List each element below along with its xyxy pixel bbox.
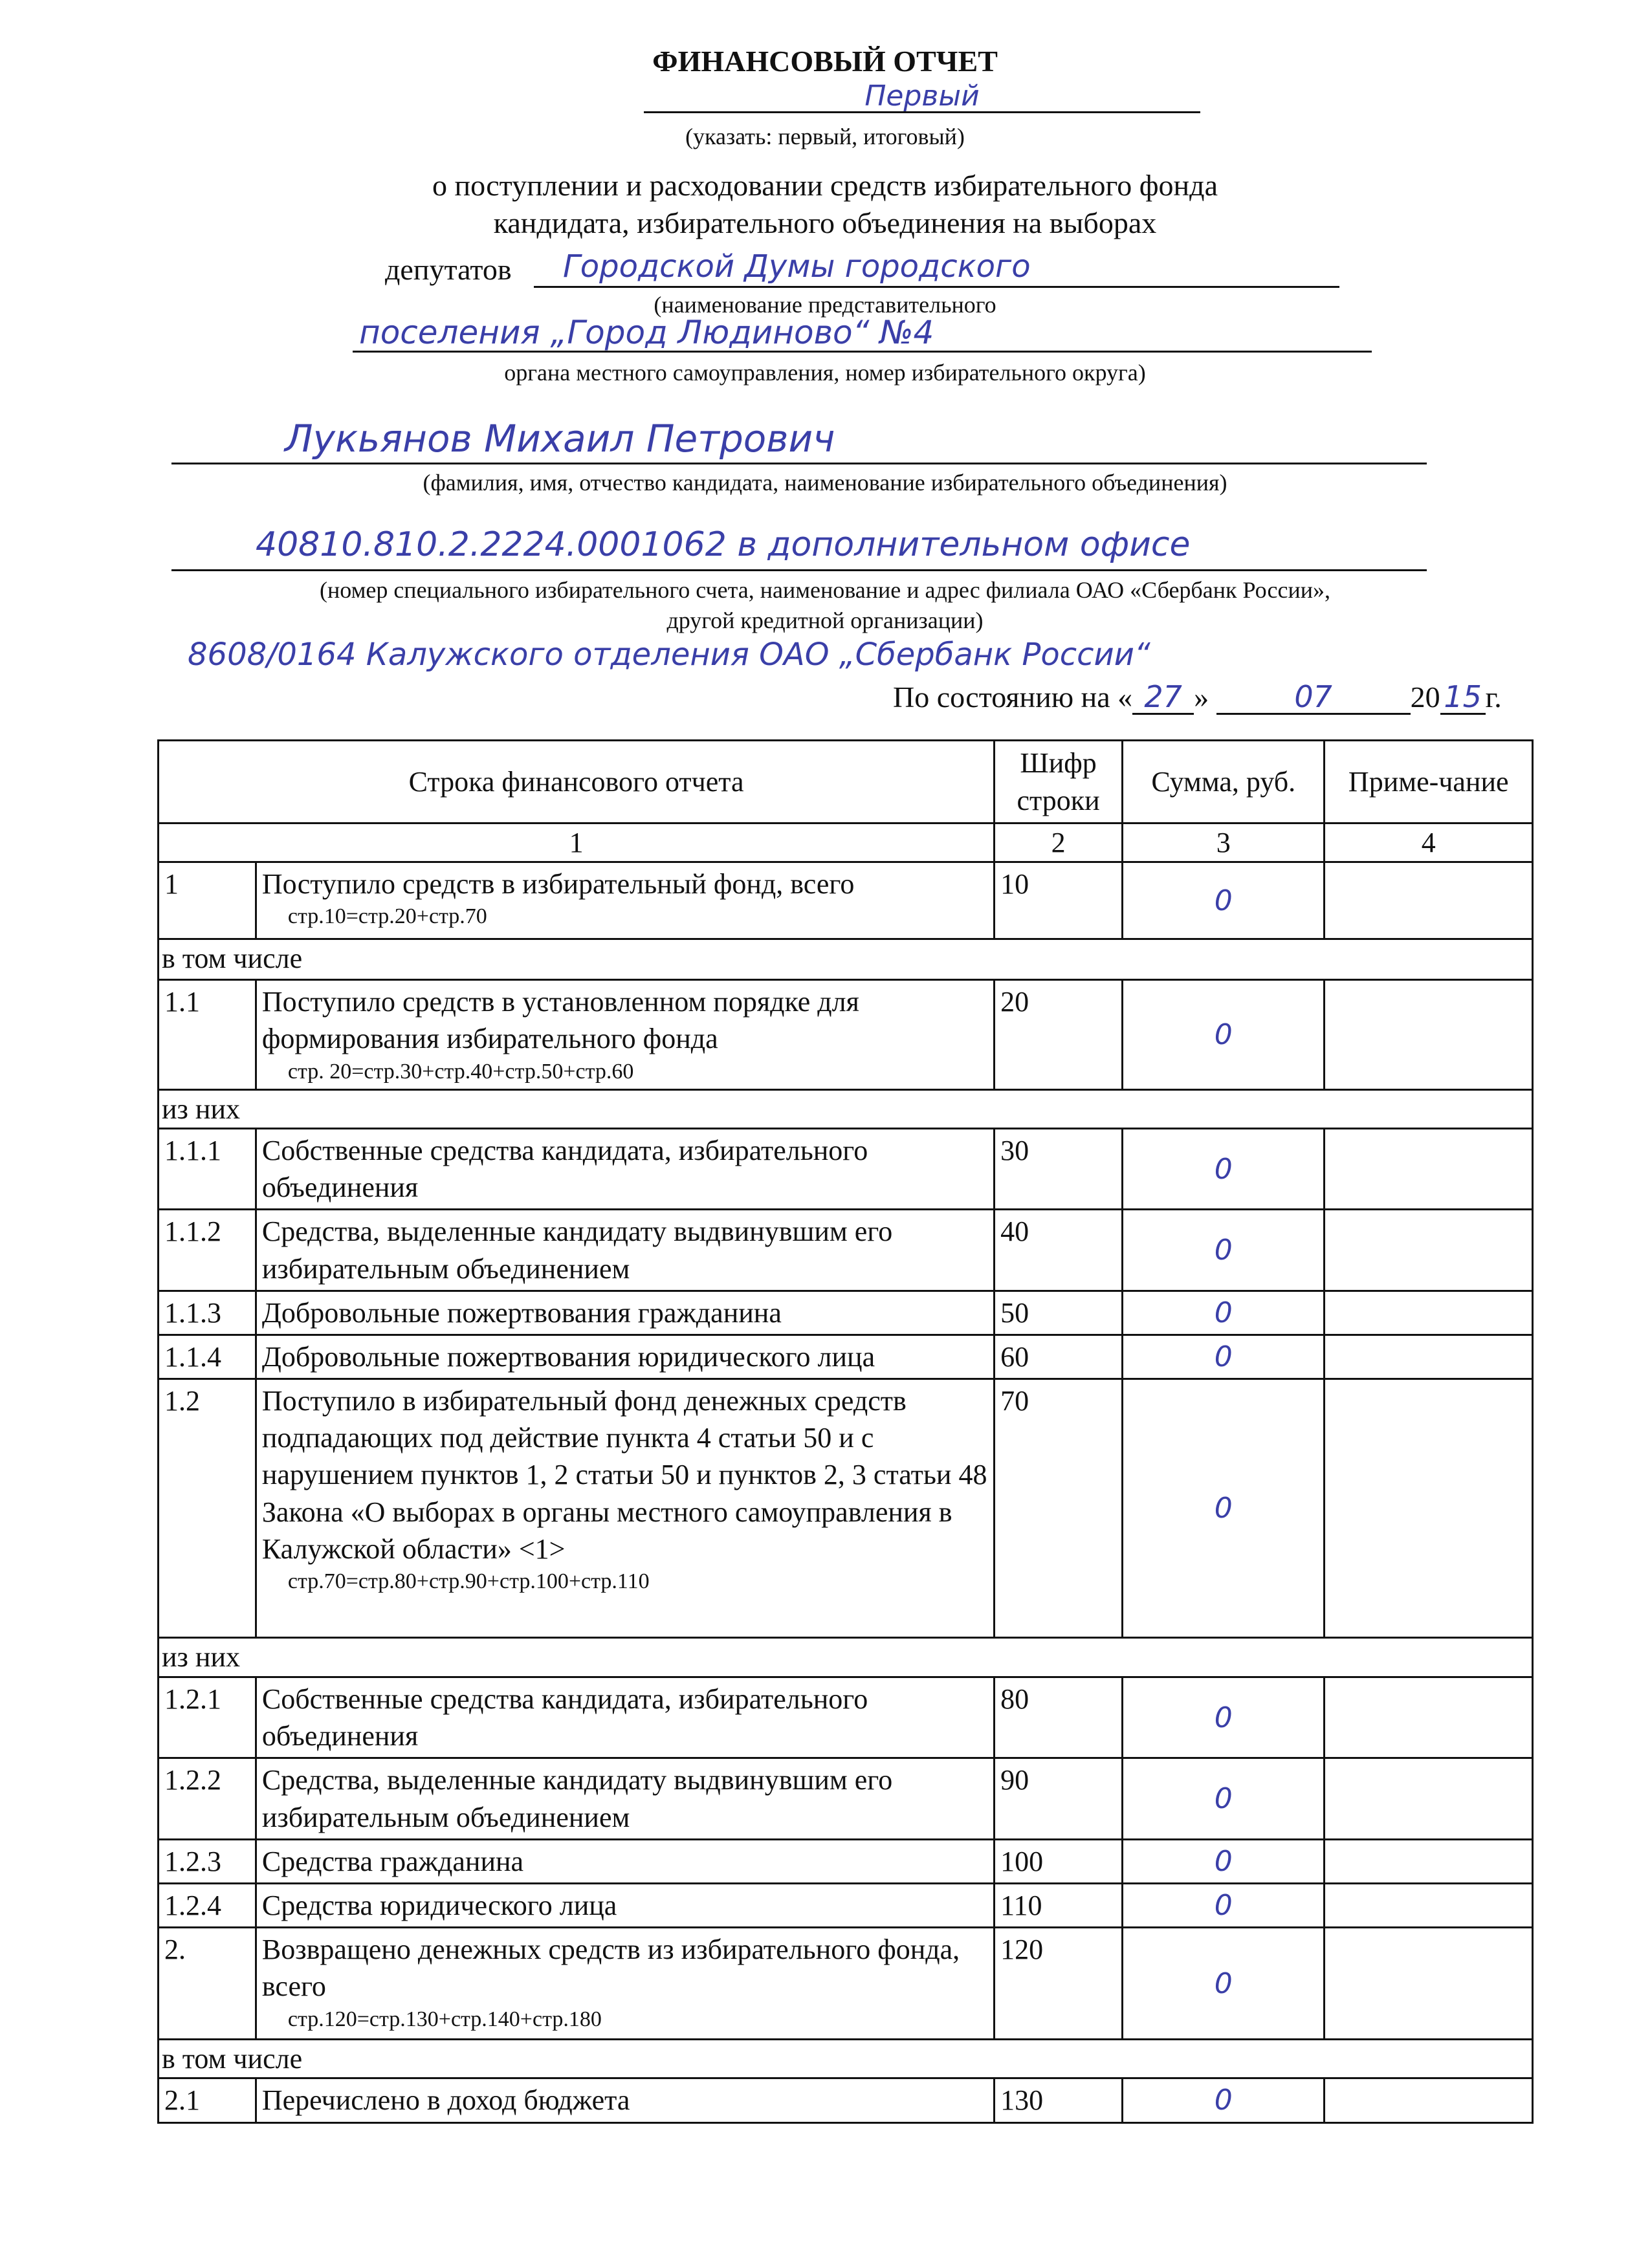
row-note[interactable] (1325, 1928, 1533, 2040)
section-label: из них (159, 1089, 1533, 1128)
body-hint-2: органа местного самоуправления, номер избирательного округа) (504, 360, 1146, 386)
row-text: Добровольные пожертвования гражданина (261, 1296, 782, 1329)
row-number: 1 (159, 862, 256, 939)
row-note[interactable] (1325, 862, 1533, 939)
row-number: 1.1.2 (159, 1210, 256, 1291)
candidate-hint: (фамилия, имя, отчество кандидата, наименование избирательного объединения) (423, 470, 1227, 496)
row-code: 40 (995, 1210, 1123, 1291)
row-text: Средства гражданина (261, 1845, 524, 1877)
table-row (159, 1379, 1533, 1638)
report-type-hint: (указать: первый, итоговый) (685, 124, 965, 149)
section-row (159, 1638, 1533, 1677)
row-note[interactable] (1325, 1291, 1533, 1335)
table-row (159, 1928, 1533, 2040)
body-hint-1: (наименование представительного (654, 292, 996, 318)
candidate-field[interactable]: Лукьянов Михаил Петрович (285, 417, 835, 461)
row-text-cell (256, 862, 994, 939)
row-note[interactable] (1325, 1335, 1533, 1379)
row-note[interactable] (1325, 1884, 1533, 1928)
row-code: 80 (995, 1677, 1123, 1758)
row-number: 1.1.3 (159, 1291, 256, 1335)
row-sum[interactable]: 0 (1123, 1335, 1325, 1379)
row-sum[interactable]: 0 (1123, 1291, 1325, 1335)
account-field-2[interactable]: 8608/0164 Калужского отделения ОАО „Сбербанк России“ (188, 637, 1150, 673)
section-label: в том числе (159, 2040, 1533, 2078)
row-code: 90 (995, 1758, 1123, 1839)
row-text-cell (256, 1210, 994, 1291)
col-number: 1 (159, 823, 995, 862)
row-text-cell (256, 1884, 994, 1928)
row-text: Собственные средства кандидата, избирательного объединения (261, 1134, 868, 1204)
table-row (159, 1335, 1533, 1379)
row-sum[interactable]: 0 (1123, 862, 1325, 939)
row-sum[interactable]: 0 (1123, 1677, 1325, 1758)
section-row (159, 2040, 1533, 2078)
row-code: 100 (995, 1839, 1123, 1883)
row-note[interactable] (1325, 1758, 1533, 1839)
row-text-cell (256, 2078, 994, 2122)
row-sum[interactable]: 0 (1123, 1379, 1325, 1638)
row-number: 1.2.1 (159, 1677, 256, 1758)
table-row (159, 1839, 1533, 1883)
row-code: 110 (995, 1884, 1123, 1928)
deputies-label: депутатов (385, 253, 512, 286)
header-row-line: Строка финансового отчета (159, 741, 995, 823)
row-text: Средства, выделенные кандидату выдвинувшим его избирательным объединением (261, 1216, 893, 1285)
year-field[interactable]: 15 (1440, 681, 1486, 715)
row-number: 2. (159, 1928, 256, 2040)
row-text-cell (256, 1677, 994, 1758)
row-number: 1.1 (159, 980, 256, 1090)
row-text-cell (256, 1335, 994, 1379)
row-code: 50 (995, 1291, 1123, 1335)
report-title: ФИНАНСОВЫЙ ОТЧЕТ (652, 45, 998, 78)
row-number: 1.2.3 (159, 1839, 256, 1883)
row-text-cell (256, 1758, 994, 1839)
row-note[interactable] (1325, 980, 1533, 1090)
row-text: Поступило средств в избирательный фонд, всего (261, 868, 855, 900)
row-text-cell (256, 1128, 994, 1209)
row-note[interactable] (1325, 1379, 1533, 1638)
header-code: Шифр строки (995, 741, 1123, 823)
financial-report-table (157, 739, 1534, 2124)
col-number: 4 (1325, 823, 1533, 862)
row-code: 20 (995, 980, 1123, 1090)
row-number: 1.2.2 (159, 1758, 256, 1839)
table-row (159, 1758, 1533, 1839)
body-name-field-2[interactable]: поселения „Город Людиново“ №4 (359, 314, 934, 351)
row-formula: стр.10=стр.20+стр.70 (287, 904, 487, 929)
section-label: из них (159, 1638, 1533, 1677)
section-label: в том числе (159, 939, 1533, 980)
table-row (159, 980, 1533, 1090)
row-sum[interactable]: 0 (1123, 980, 1325, 1090)
row-number: 1.2 (159, 1379, 256, 1638)
table-row (159, 1677, 1533, 1758)
row-code: 120 (995, 1928, 1123, 2040)
table-row (159, 1291, 1533, 1335)
account-field-1[interactable]: 40810.810.2.2224.0001062 в дополнительном офисе (256, 525, 1191, 564)
account-hint-1: (номер специального избирательного счета, наименование и адрес филиала ОАО «Сбербанк России», (320, 577, 1330, 603)
table-row (159, 1128, 1533, 1209)
row-text: Собственные средства кандидата, избирательного объединения (261, 1683, 868, 1752)
col-number: 3 (1123, 823, 1325, 862)
row-note[interactable] (1325, 2078, 1533, 2122)
section-row (159, 1089, 1533, 1128)
row-text: Поступило средств в установленном порядке для формирования избирательного фонда (261, 986, 859, 1055)
table-row (159, 1884, 1533, 1928)
table-row (159, 2078, 1533, 2122)
row-text: Добровольные пожертвования юридического лица (261, 1340, 875, 1373)
row-number: 2.1 (159, 2078, 256, 2122)
row-code: 130 (995, 2078, 1123, 2122)
header-sum: Сумма, руб. (1123, 741, 1325, 823)
row-note[interactable] (1325, 1128, 1533, 1209)
row-sum[interactable]: 0 (1123, 1128, 1325, 1209)
row-text-cell (256, 1839, 994, 1883)
report-type-field[interactable]: Первый (864, 80, 980, 113)
col-number: 2 (995, 823, 1123, 862)
row-code: 70 (995, 1379, 1123, 1638)
row-sum[interactable]: 0 (1123, 1928, 1325, 2040)
section-row (159, 939, 1533, 980)
row-sum[interactable]: 0 (1123, 1839, 1325, 1883)
row-formula: стр.70=стр.80+стр.90+стр.100+стр.110 (287, 1569, 650, 1593)
row-number: 1.2.4 (159, 1884, 256, 1928)
row-sum[interactable]: 0 (1123, 1884, 1325, 1928)
row-note[interactable] (1325, 1677, 1533, 1758)
row-note[interactable] (1325, 1839, 1533, 1883)
row-code: 60 (995, 1335, 1123, 1379)
row-text: Возвращено денежных средств из избирательного фонда, всего (261, 1934, 960, 2003)
row-sum[interactable]: 0 (1123, 1758, 1325, 1839)
row-code: 30 (995, 1128, 1123, 1209)
body-name-field-1[interactable]: Городской Думы городского (563, 248, 1031, 285)
row-text: Поступило в избирательный фонд денежных средств подпадающих под действие пункта 4 статьи 50 и с нарушением пунктов 1, 2 статьи 50 и пунктов 2, 3 статьи 48 Закона «О выборах в органы местного самоуправления в Калужской области» <1> (261, 1385, 987, 1565)
row-code: 10 (995, 862, 1123, 939)
row-text-cell (256, 1928, 994, 2040)
table-row (159, 862, 1533, 939)
row-number: 1.1.4 (159, 1335, 256, 1379)
row-text-cell (256, 1291, 994, 1335)
day-field[interactable]: 27 (1132, 681, 1194, 715)
row-text: Перечислено в доход бюджета (261, 2084, 630, 2117)
row-formula: стр.120=стр.130+стр.140+стр.180 (287, 2007, 602, 2031)
row-formula: стр. 20=стр.30+стр.40+стр.50+стр.60 (287, 1059, 634, 1084)
row-text: Средства, выделенные кандидату выдвинувшим его избирательным объединением (261, 1764, 893, 1833)
row-text-cell (256, 1379, 994, 1638)
subtitle-2: кандидата, избирательного объединения на выборах (493, 206, 1157, 239)
row-sum[interactable]: 0 (1123, 2078, 1325, 2122)
row-sum[interactable]: 0 (1123, 1210, 1325, 1291)
subtitle-1: о поступлении и расходовании средств избирательного фонда (432, 169, 1218, 202)
account-hint-2: другой кредитной организации) (666, 607, 984, 633)
as-of-date: По состоянию на « 27 » 07 20 15 г. (893, 679, 1502, 714)
table-row (159, 1210, 1533, 1291)
month-field[interactable]: 07 (1216, 681, 1411, 715)
header-note: Приме-чание (1325, 741, 1533, 823)
row-note[interactable] (1325, 1210, 1533, 1291)
row-text-cell (256, 980, 994, 1090)
row-number: 1.1.1 (159, 1128, 256, 1209)
row-text: Средства юридического лица (261, 1890, 617, 1921)
